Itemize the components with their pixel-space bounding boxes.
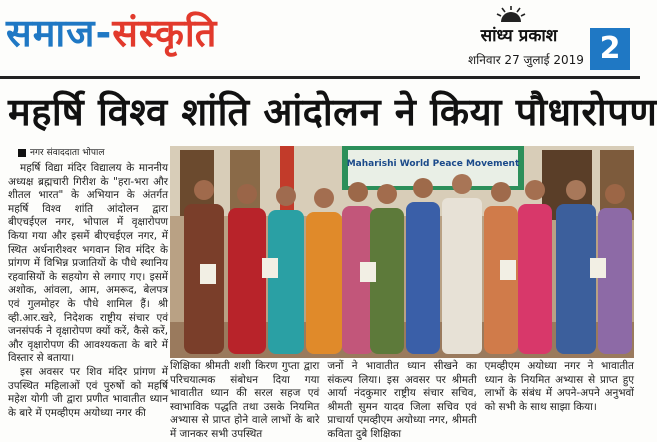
photo-caption-columns [170, 360, 634, 440]
article-headline: महर्षि विश्व शांति आंदोलन ने किया पौधारोपण [8, 90, 657, 134]
rising-sun-logo-icon [497, 6, 525, 22]
newspaper-masthead [454, 8, 584, 48]
article-column-1 [8, 162, 168, 424]
issue-date: शनिवार 27 जुलाई 2019 [468, 53, 584, 67]
dateline-bullet-icon [18, 149, 26, 157]
caption-column-2: जनों ने भावातीत ध्यान सीखने का संकल्प लिया। इस अवसर पर श्रीमती आर्या नंदकुमार राष्ट्रीय संचार सचिव, श्रीमती सुमन यादव जिला सचिव एवं प्राचार्या एमव्हीएम अयोध्या नगर, श्रीमती कविता दुबे शिक्षिका [327, 360, 477, 440]
dateline-text: नगर संवाददाता भोपाल [30, 148, 105, 158]
masthead-name: सांध्य प्रकाश [480, 26, 558, 46]
page-number-badge: 2 [590, 28, 630, 70]
caption-column-1: शिक्षिका श्रीमती शशी किरण गुप्ता द्वारा परिचयात्मक संबोधन दिया गया भावातीत ध्यान की सरल सहज एवं स्वाभाविक पद्धति तथा उसके नियमित अभ्यास से प्राप्त होने वाले लाभों के बारे में जानकर सभी उपस्थित [170, 360, 320, 440]
article-dateline [18, 146, 168, 160]
section-title [6, 4, 296, 62]
group-photo-illustration [170, 146, 634, 358]
section-title-part1: समाज- [6, 11, 113, 55]
header-divider [0, 76, 640, 79]
article-paragraph: इस अवसर पर शिव मंदिर प्रांगण में उपस्थित महिलाओं एवं पुरुषों को महर्षि महेश योगी जी द्वारा प्रणीत भावातीत ध्यान के बारे में एमव्हीएम अयोध्या नगर की [8, 365, 168, 419]
event-group-photo [170, 146, 634, 358]
section-title-part2: संस्कृति [112, 11, 218, 55]
article-paragraph: महर्षि विद्या मंदिर विद्यालय के माननीय अध्यक्ष ब्रह्मचारी गिरीश के "हरा-भरा और शीतल भारत" के अभियान के अंतर्गत महर्षि विश्व शांति आंदोलन द्वारा बीएचईएल नगर, भोपाल में वृक्षारोपण किया गया और इसमें बीएचईएल नगर, में स्थित अर्धनारीश्वर भगवान शिव मंदिर के प्रांगण में विभिन्न प्रजातियों के पौधे स्थानिय रहवासियों के सहयोग से लगाए गए। इसमें अशोक, आंवला, आम, अमरूद, बेलपत्र एवं गुलमोहर के पौधे शामिल हैं। श्री व्ही.आर.खरे, निदेशक राष्ट्रीय संचार एवं जनसंपर्क ने वृक्षारोपण क्यों करें, कैसे करें, और वृक्षारोपण की आवश्यकता के बारे में विस्तार से बताया। [8, 162, 168, 365]
caption-column-3: एमव्हीएम अयोध्या नगर ने भावातीत ध्यान के नियमित अभ्यास से प्राप्त हुए लाभों के संबंध में अपने-अपने अनुभवों को सभी के साथ साझा किया। [484, 360, 634, 413]
banner-text: Maharishi World Peace Movement [346, 159, 520, 169]
